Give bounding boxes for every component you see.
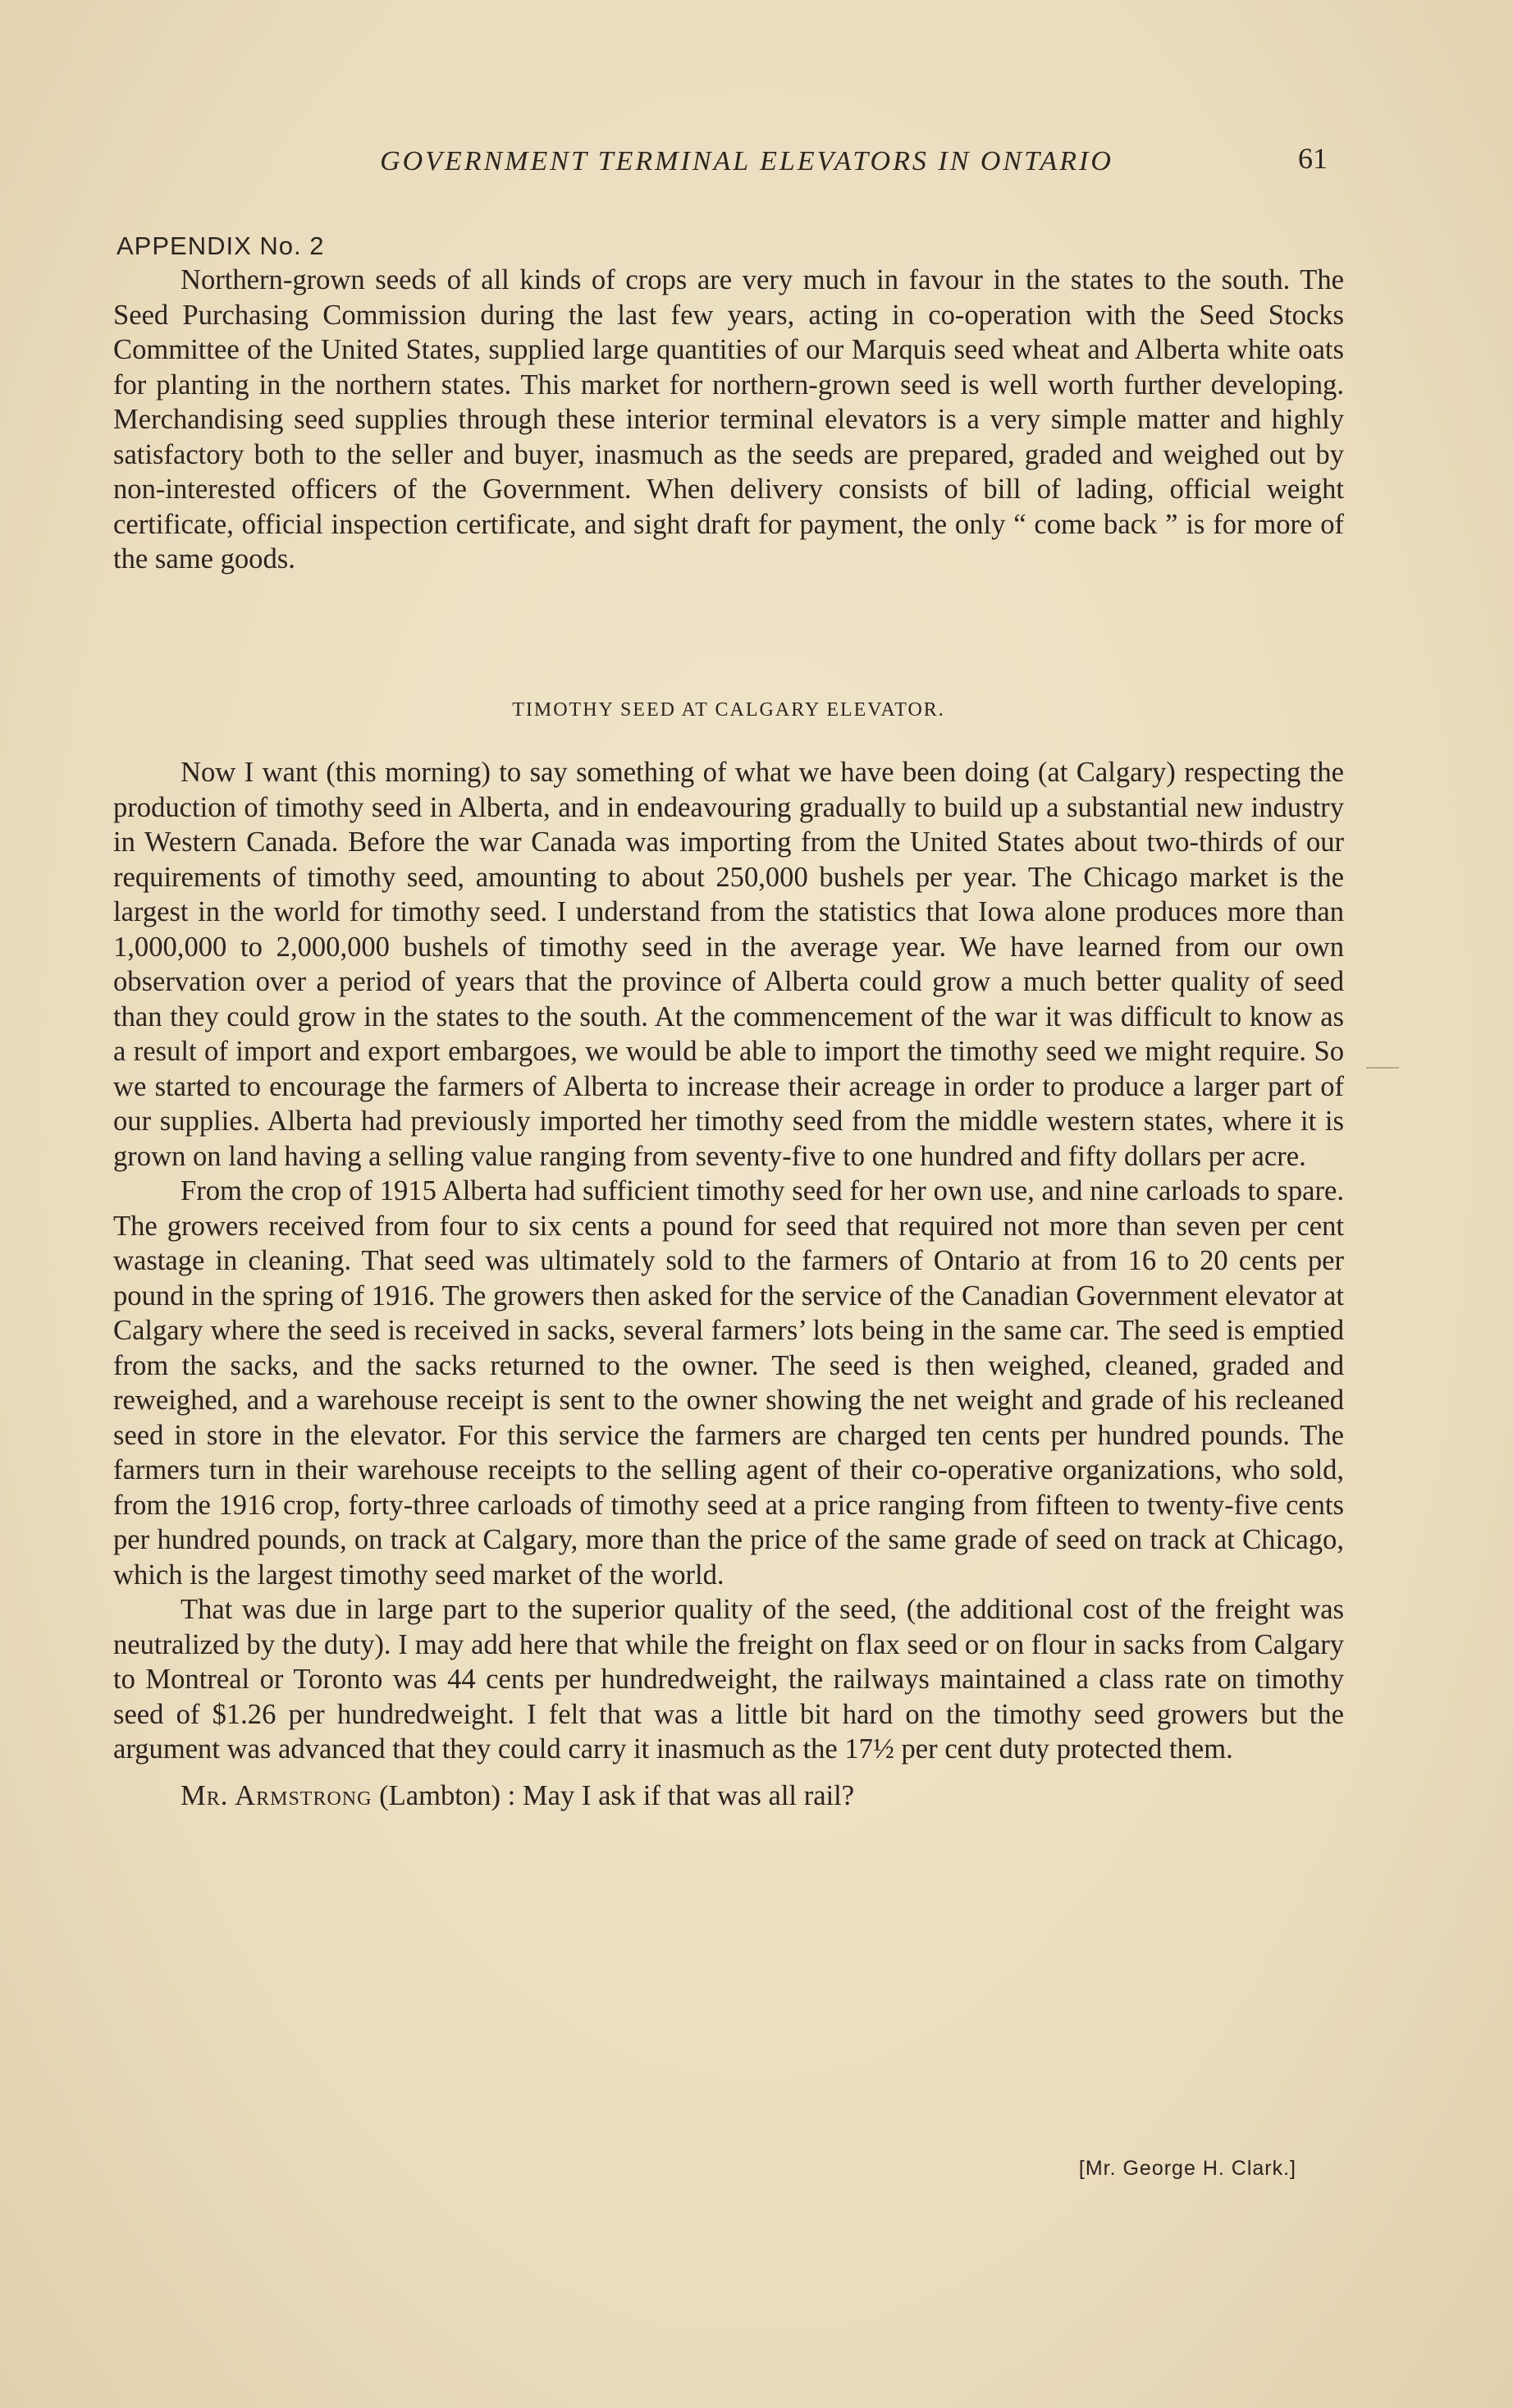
paragraph: That was due in large part to the superior quality of the seed, (the additional cost of the freight was neutralized by the duty). I may add here that while the freight on flax seed or on flour in sacks from Calgary to Montreal or Toronto was 44 cents per hundredweight, the railways maintained a class rate on timothy seed of $1.26 per hundredweight. I felt that was a little bit hard on the timothy seed growers but the argument was advanced that they could carry it inasmuch as the 17½ per cent duty protected them. [113,1594,1344,1765]
section-heading: TIMOTHY SEED AT CALGARY ELEVATOR. [512,699,945,721]
page-number: 61 [1298,142,1328,175]
speaker-line [113,1779,1344,1814]
section-body [113,755,1344,1813]
speaker-attribution: [Mr. George H. Clark.] [1078,2157,1296,2180]
margin-mark [1366,1067,1399,1069]
running-head: GOVERNMENT TERMINAL ELEVATORS IN ONTARIO [380,146,1113,176]
speaker-name: Mr. Armstrong [181,1779,373,1811]
paragraph: Now I want (this morning) to say something of what we have been doing (at Calgary) respecting the production of timothy seed in Alberta, and in endeavouring gradually to build up a substantial new industry in Western Canada. Before the war Canada was importing from the United States about two-thirds of our requirements of timothy seed, amounting to about 250,000 bushels per year. The Chicago market is the largest in the world for timothy seed. I understand from the statistics that Iowa alone produces more than 1,000,000 to 2,000,000 bushels of timothy seed in the average year. We have learned from our own observation over a period of years that the province of Alberta could grow a much better quality of seed than they could grow in the states to the south. At the commencement of the war it was difficult to know as a result of import and export embargoes, we would be able to import the timothy seed we might require. So we started to encourage the farmers of Alberta to increase their acreage in order to produce a larger part of our supplies. Alberta had previously imported her timothy seed from the middle western states, where it is grown on land having a selling value ranging from seventy-five to one hundred and fifty dollars per acre. [113,757,1344,1172]
paragraph: From the crop of 1915 Alberta had sufficient timothy seed for her own use, and nine carloads to spare. The growers received from four to six cents a pound for seed that required not more than seven per cent wastage in cleaning. That seed was ultimately sold to the farmers of Ontario at from 16 to 20 cents per pound in the spring of 1916. The growers then asked for the service of the Canadian Government elevator at Calgary where the seed is received in sacks, several farmers’ lots being in the same car. The seed is emptied from the sacks, and the sacks returned to the owner. The seed is then weighed, cleaned, graded and reweighed, and a warehouse receipt is sent to the owner showing the net weight and grade of his recleaned seed in store in the elevator. For this service the farmers are charged ten cents per hundred pounds. The farmers turn in their warehouse receipts to the selling agent of their co-operative organizations, who sold, from the 1916 crop, forty-three carloads of timothy seed at a price ranging from fifteen to twenty-five cents per hundred pounds, on track at Calgary, more than the price of the same grade of seed on track at Chicago, which is the largest timothy seed market of the world. [113,1175,1344,1591]
intro-section [113,263,1344,577]
intro-paragraph: Northern-grown seeds of all kinds of crops are very much in favour in the states to the south. The Seed Purchasing Commission during the last few years, acting in co-operation with the Seed Stocks Committee of the United States, supplied large quantities of our Marquis seed wheat and Alberta white oats for planting in the northern states. This market for northern-grown seed is well worth further developing. Merchandising seed supplies through these interior terminal elevators is a very simple matter and highly satisfactory both to the seller and buyer, inasmuch as the seeds are prepared, graded and weighed out by non-interested officers of the Government. When delivery consists of bill of lading, official weight certificate, official inspection certificate, and sight draft for payment, the only “ come back ” is for more of the same goods. [113,264,1344,575]
appendix-label: APPENDIX No. 2 [117,231,325,260]
speaker-question: (Lambton) : May I ask if that was all rail? [372,1779,855,1811]
